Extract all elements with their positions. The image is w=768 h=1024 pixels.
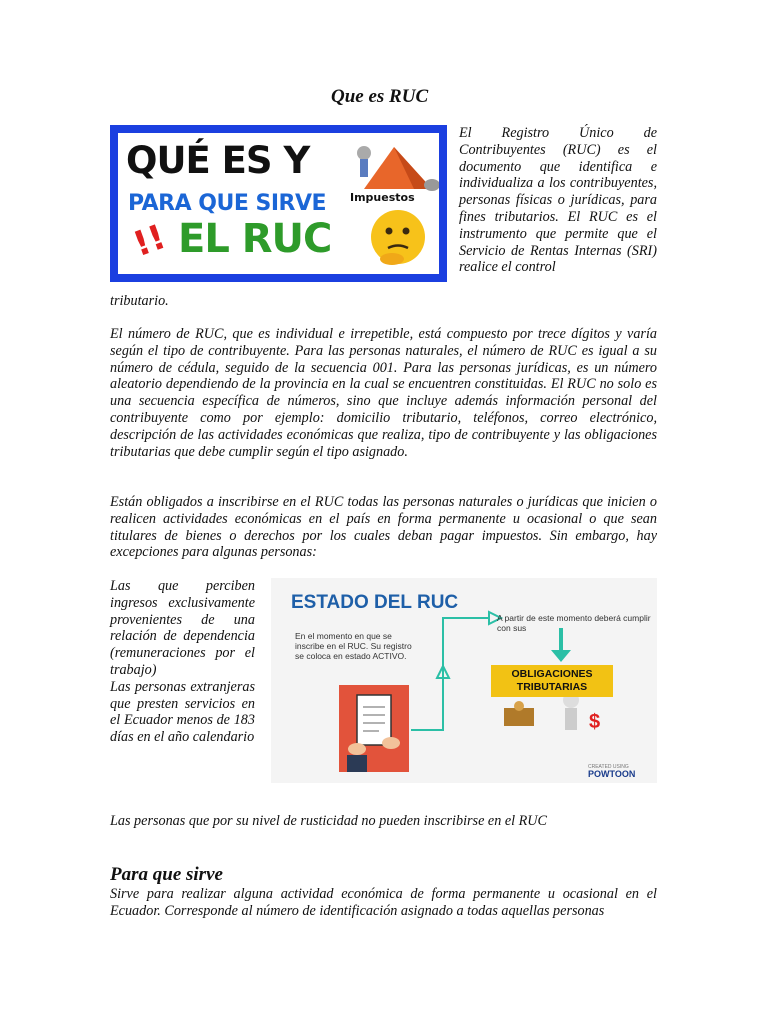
list-item: Las que perciben ingresos exclusivamente provenientes de una relación de dependencia (remuneraciones por el trabajo): [110, 578, 255, 678]
list-item: Las personas extranjeras que presten servicios en el Ecuador menos de 183 días en el año calendario: [110, 678, 255, 746]
obligaciones-badge: OBLIGACIONES TRIBUTARIAS: [491, 665, 613, 697]
intro-paragraph: El Registro Único de Contribuyentes (RUC) es el documento que identifica e individualiza a los contribuyentes, personas físicas o jurídicas, para fines tributarios. El RUC es el instrumento que permite que el Servicio de Rentas Internas (SRI) realice el control: [459, 125, 657, 276]
banner-inner: [118, 133, 439, 274]
clipboard-icon: [339, 685, 409, 772]
banner-line-1: QUÉ ES Y: [126, 139, 310, 182]
intro-paragraph-tail: tributario.: [110, 293, 169, 309]
exception-last-item: Las personas que por su nivel de rusticidad no pueden inscribirse en el RUC: [110, 813, 548, 829]
banner-line-3: EL RUC: [178, 216, 332, 262]
thinking-emoji-icon: [368, 207, 428, 267]
banner-tax-label: Impuestos: [350, 191, 415, 204]
estado-del-ruc-image: [271, 578, 657, 783]
estado-title: ESTADO DEL RUC: [291, 592, 459, 613]
clipboard-illustration: [339, 685, 409, 772]
svg-text:$: $: [589, 711, 601, 733]
powtoon-logo: POWTOON: [588, 769, 636, 779]
banner-exclamation: !!: [128, 216, 171, 266]
ruc-number-paragraph: El número de RUC, que es individual e irrepetible, está compuesto por trece dígitos y varía según el tipo de contribuyente. Para las personas naturales, el número de RUC es igual a su número de cédula, seguido de la secuencia 001. Para las personas jurídicas, es un número aleatorio dependiendo de la provincia en la cual se encuentren constituidas. El RUC no solo es una secuencia específica de números, sino que incluye además información personal del contribuyente como por ejemplo: domicilio tributario, teléfonos, correo electrónico, descripción de las actividades económicas que realiza, tipo de contribuyente y las obligaciones tributarias que debe cumplir según el tipo asignado.: [110, 326, 657, 460]
banner-line-2: PARA QUE SIRVE: [128, 191, 327, 216]
estado-arrow-text: A partir de este momento deberá cumplir con sus: [497, 613, 651, 633]
page-title: Que es RUC: [331, 86, 429, 107]
exceptions-list: [110, 578, 255, 746]
section-heading: Para que sirve: [110, 864, 223, 885]
tax-tent-icon: [354, 141, 439, 193]
purpose-paragraph: Sirve para realizar alguna actividad económica de forma permanente u ocasional en el Ecuador. Corresponde al número de identificación asignado a todas aquellas personas: [110, 886, 657, 919]
obligation-paragraph: Están obligados a inscribirse en el RUC todas las personas naturales o jurídicas que inicien o realicen actividades económicas en el país en forma permanente u ocasional o que sean titulares de bienes o derechos por los cuales deban pagar impuestos. Sin embargo, hay excepciones para algunas personas:: [110, 494, 657, 561]
estado-description: En el momento en que se inscribe en el RUC. Su registro se coloca en estado ACTIVO.: [295, 631, 412, 661]
ruc-banner-image: [110, 125, 447, 282]
created-using-label: CREATED USING: [588, 764, 629, 770]
